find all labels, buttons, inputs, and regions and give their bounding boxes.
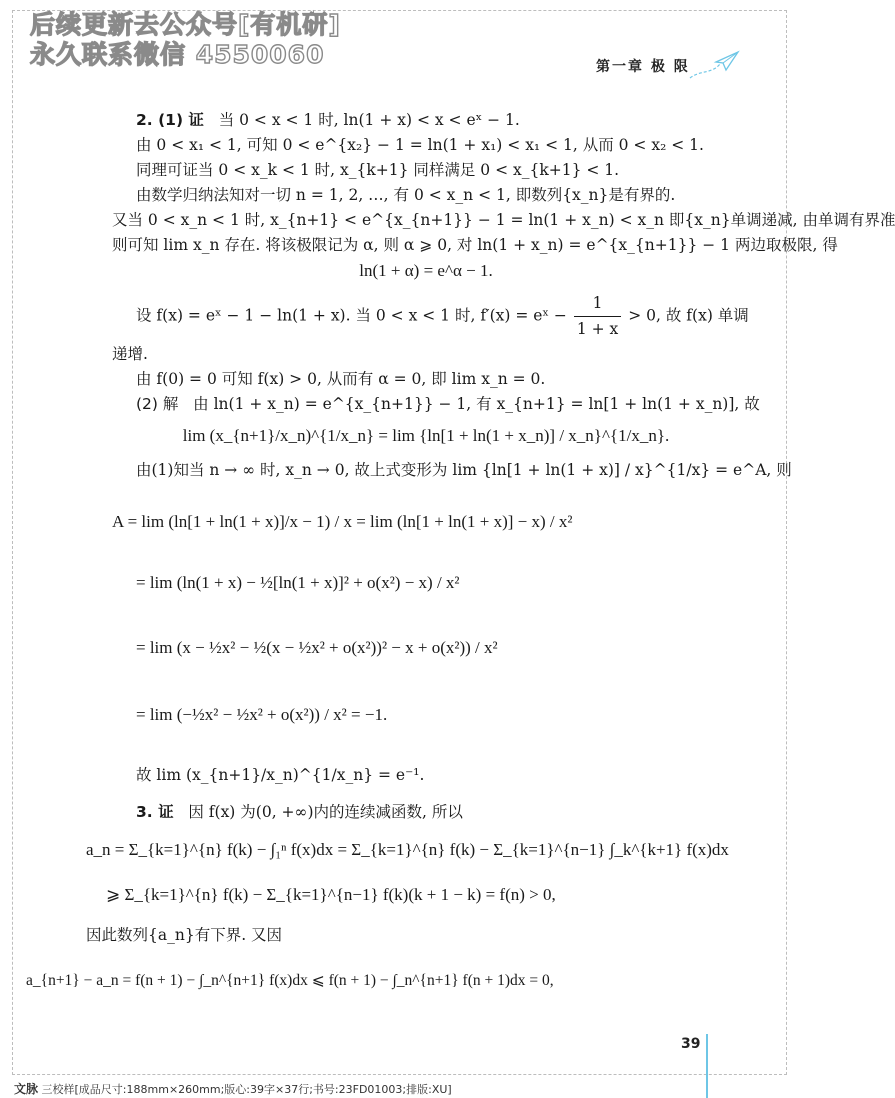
watermark-line-2: 永久联系微信 4550060	[30, 40, 325, 69]
problem-2-heading: 2. (1) 证	[136, 111, 204, 129]
accent-rule	[706, 1034, 708, 1098]
fraction-denominator: 1 + x	[576, 320, 619, 338]
text-segment: 因 f(x) 为(0, +∞)内的连续减函数, 所以	[188, 803, 463, 821]
part-2-heading: (2) 解	[136, 395, 179, 413]
footer-info: 三校样[成品尺寸:188mm×260mm;版心:39字×37行;书号:23FD01003;排版:XU]	[41, 1083, 452, 1096]
equation: ln(1 + α) = e^α − 1.	[359, 261, 493, 280]
problem-2-part-2	[136, 392, 760, 417]
proof-footer	[14, 1080, 452, 1097]
derivative-line	[136, 291, 749, 342]
fraction	[574, 291, 621, 342]
problem-2-part-1	[136, 108, 716, 133]
problem-3-heading: 3. 证	[136, 803, 174, 821]
page-number: 39	[681, 1036, 701, 1052]
equation: A = lim (ln[1 + ln(1 + x)]/x − 1) / x = lim (ln[1 + ln(1 + x)] − x) / x²	[112, 512, 573, 531]
text-line: 由(1)知当 n → ∞ 时, x_n → 0, 故上式变形为 lim {ln[1 + ln(1 + x)] / x}^{1/x} = e^A, 则	[136, 461, 792, 479]
equation: ⩾ Σ_{k=1}^{n} f(k) − Σ_{k=1}^{n−1} f(k)(k + 1 − k) = f(n) > 0,	[106, 885, 556, 904]
equation: lim (x_{n+1}/x_n)^{1/x_n} = lim {ln[1 + ln(1 + x_n)] / x_n}^{1/x_n}.	[182, 426, 670, 445]
watermark	[30, 10, 341, 70]
text-line: 又当 0 < x_n < 1 时, x_{n+1} < e^{x_{n+1}} − 1 = ln(1 + x_n) < x_n 即{x_n}单调递减, 由单调有界准	[112, 211, 895, 229]
text-line: 递增.	[112, 345, 148, 363]
watermark-line-1: 后续更新去公众号[有机研]	[30, 10, 341, 39]
text-line: 由 f(0) = 0 可知 f(x) > 0, 从而有 α = 0, 即 lim x_n = 0.	[136, 370, 546, 388]
solution-content	[26, 108, 895, 993]
text-line: 由数学归纳法知对一切 n = 1, 2, …, 有 0 < x_n < 1, 即数列{x_n}是有界的.	[136, 186, 676, 204]
text-line: 则可知 lim x_n 存在. 将该极限记为 α, 则 α ⩾ 0, 对 ln(1 + x_n) = e^{x_{n+1}} − 1 两边取极限, 得	[112, 236, 838, 254]
paper-plane-icon	[682, 48, 742, 84]
equation: a_n = Σ_{k=1}^{n} f(k) − ∫₁ⁿ f(x)dx = Σ_{k=1}^{n} f(k) − Σ_{k=1}^{n−1} ∫_k^{k+1} f(x)dx	[86, 840, 729, 859]
text-line: 故 lim (x_{n+1}/x_n)^{1/x_n} = e⁻¹.	[136, 766, 425, 784]
text-segment: > 0, 故 f(x) 单调	[628, 306, 749, 325]
equation: = lim (x − ½x² − ½(x − ½x² + o(x²))² − x + o(x²)) / x²	[136, 638, 498, 657]
text-line: 由 0 < x₁ < 1, 可知 0 < e^{x₂} − 1 = ln(1 + x₁) < x₁ < 1, 从而 0 < x₂ < 1.	[136, 136, 704, 154]
chapter-header: 第一章 极 限	[596, 59, 690, 75]
text-segment: 设 f(x) = eˣ − 1 − ln(1 + x). 当 0 < x < 1 时, f′(x) = eˣ −	[136, 306, 567, 325]
text-line: 同理可证当 0 < x_k < 1 时, x_{k+1} 同样满足 0 < x_{k+1} < 1.	[136, 161, 620, 179]
equation: = lim (ln(1 + x) − ½[ln(1 + x)]² + o(x²) − x) / x²	[136, 573, 460, 592]
footer-brand: 文脉	[14, 1082, 39, 1096]
text-line: 因此数列{a_n}有下界. 又因	[86, 926, 283, 944]
problem-3	[136, 800, 716, 825]
fraction-numerator: 1	[574, 291, 621, 317]
equation: a_{n+1} − a_n = f(n + 1) − ∫_n^{n+1} f(x)dx ⩽ f(n + 1) − ∫_n^{n+1} f(n + 1)dx = 0,	[26, 972, 554, 989]
text-line: 当 0 < x < 1 时, ln(1 + x) < x < eˣ − 1.	[218, 111, 520, 129]
text-segment: 由 ln(1 + x_n) = e^{x_{n+1}} − 1, 有 x_{n+1} = ln[1 + ln(1 + x_n)], 故	[193, 395, 760, 413]
equation: = lim (−½x² − ½x² + o(x²)) / x² = −1.	[136, 705, 388, 724]
